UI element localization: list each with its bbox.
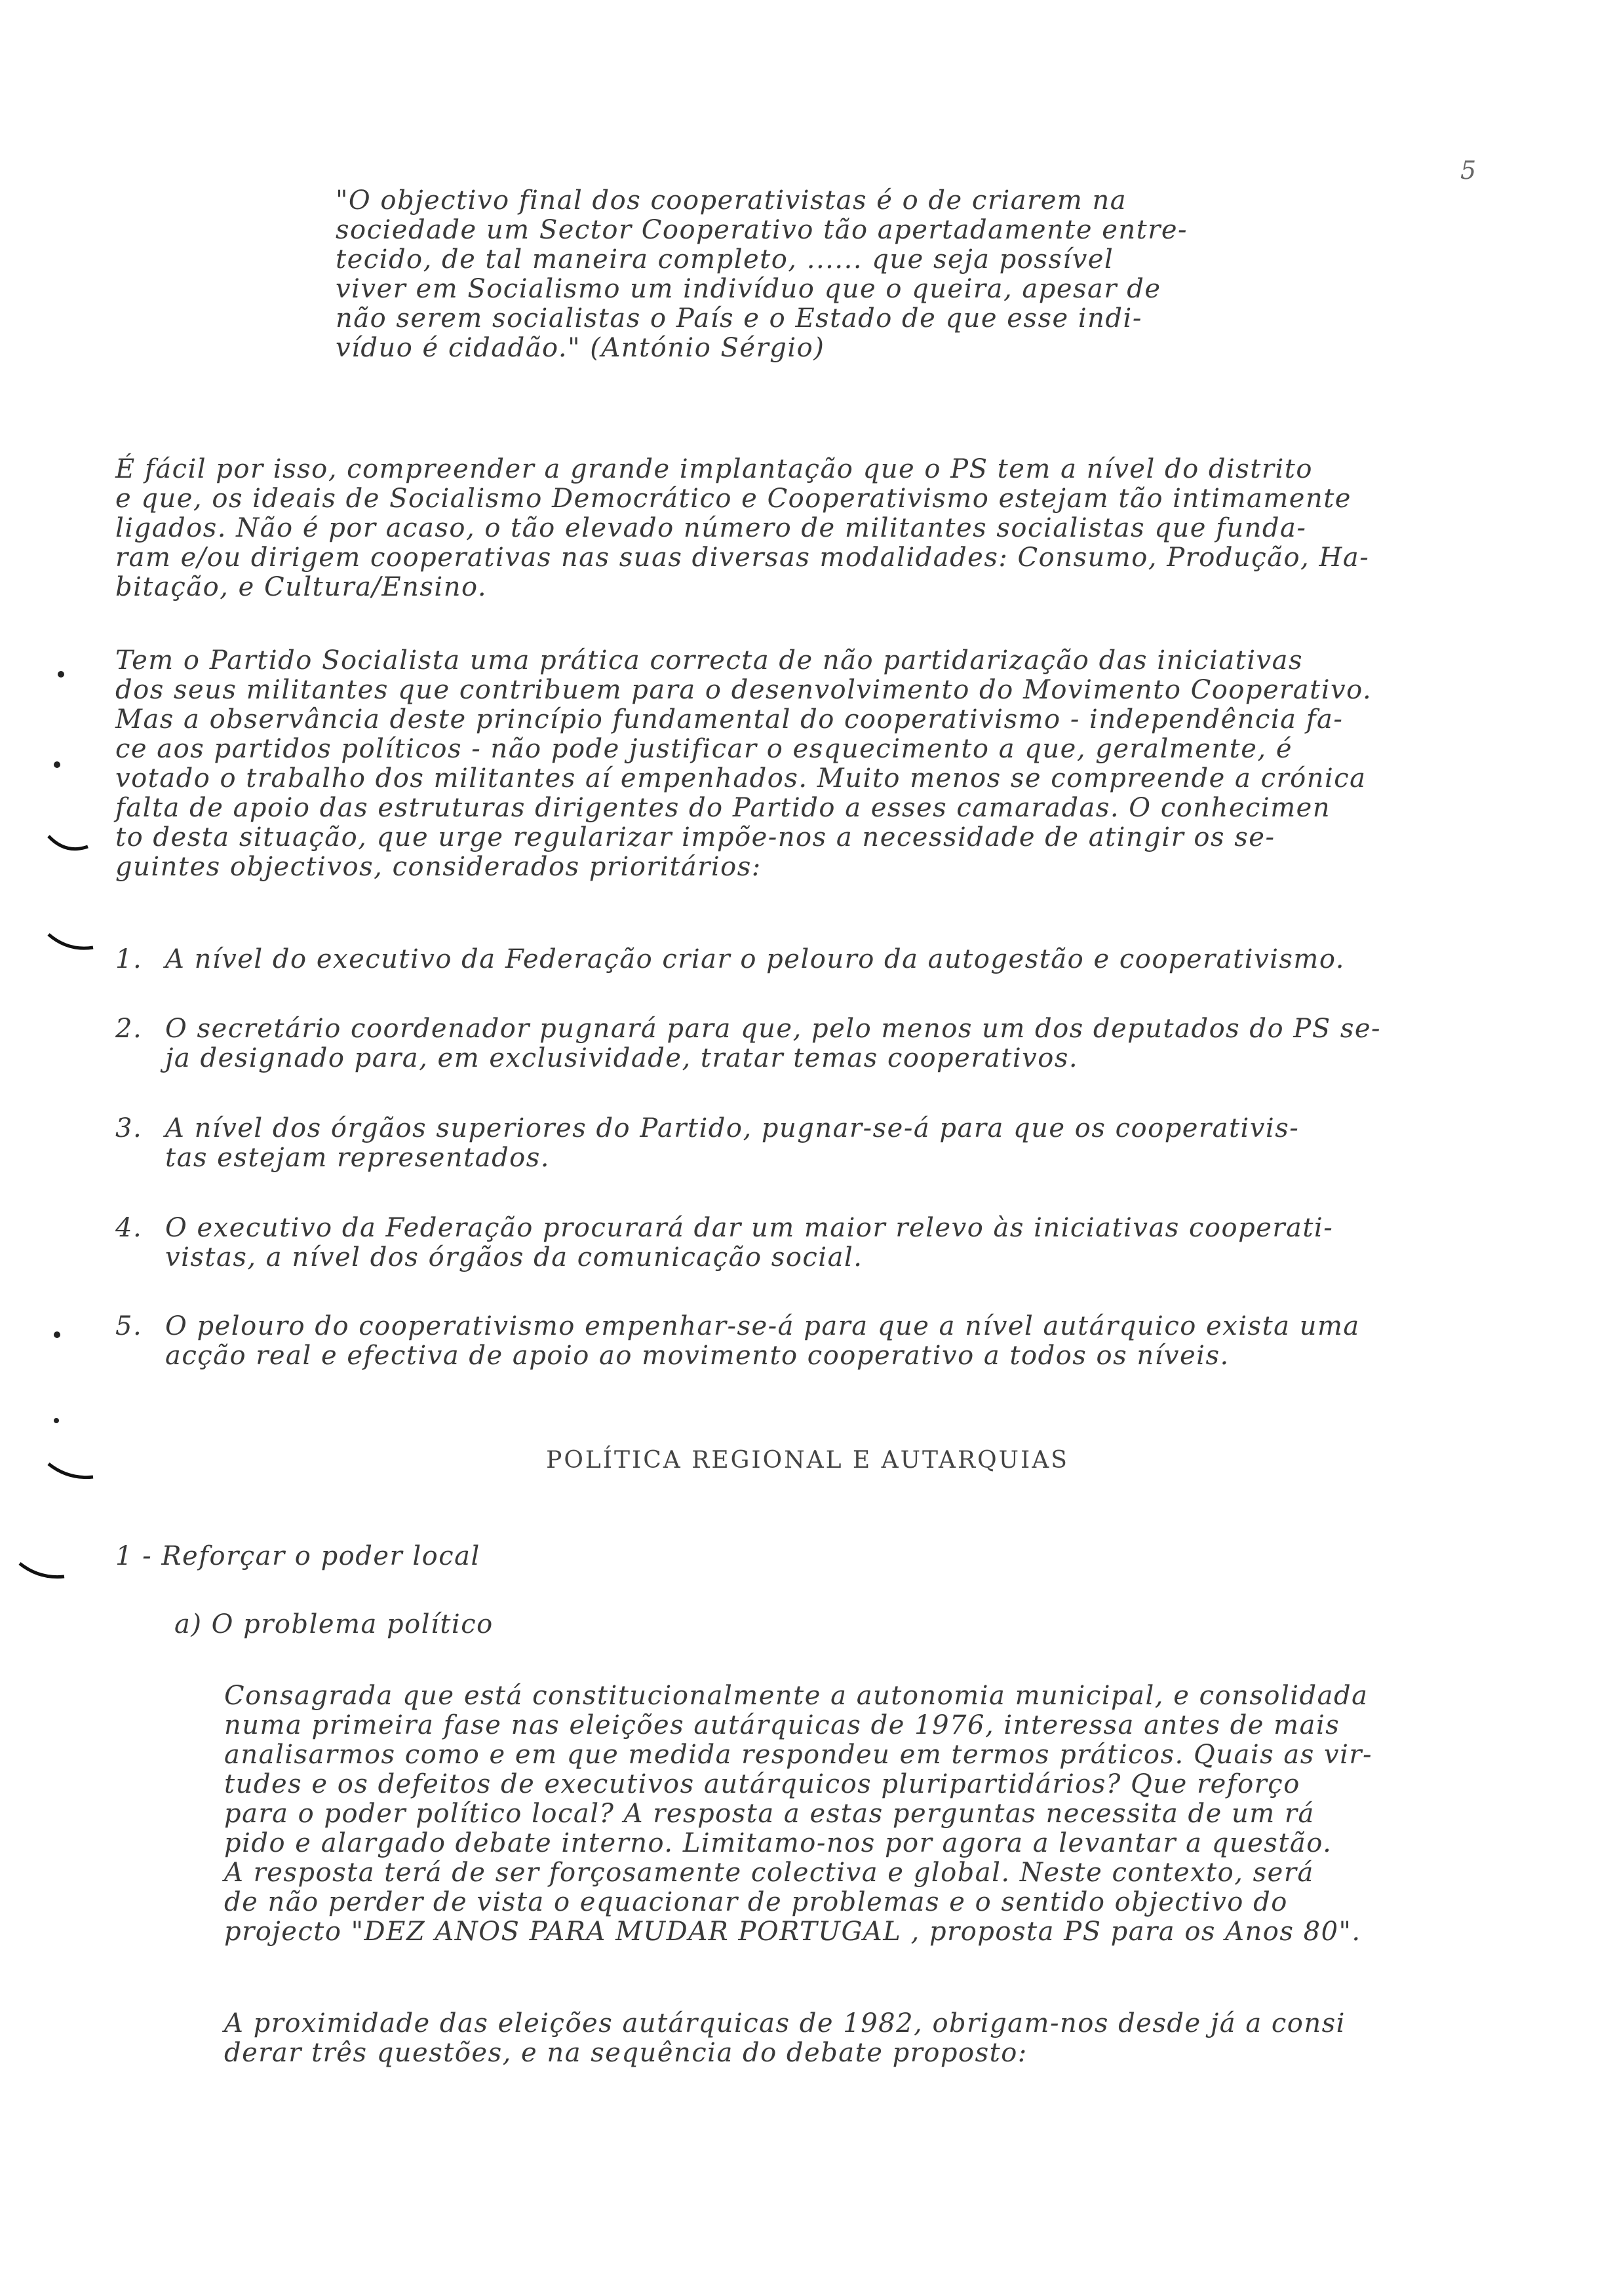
- paragraph-partido-socialista: Tem o Partido Socialista uma prática correcta de não partidarização das iniciativas dos seus militantes que contribuem para o desenvolvimento do Movimento Cooperativo. Mas a observância deste princípio fundamental do cooperativismo - independência fa- ce aos partidos políticos - não pode justificar o esquecimento a que, geralmente, é votado o trabalho dos militantes aí empenhados. Muito menos se compreende a crónica falta de apoio das estruturas dirigentes do Partido a esses camaradas. O conhecimen to desta situação, que urge regularizar impõe-nos a necessidade de atingir os se- guintes objectivos, considerados prioritários:: [115, 645, 1372, 882]
- objective-text: A nível dos órgãos superiores do Partido, pugnar-se-á para que os cooperativis- tas estejam representados.: [165, 1113, 1300, 1173]
- paragraph-eleicoes-1982: A proximidade das eleições autárquicas de 1982, obrigam-nos desde já a consi derar três questões, e na sequência do debate proposto:: [224, 2008, 1346, 2068]
- quote-antonio-sergio: "O objectivo final dos cooperativistas é o de criarem na sociedade um Sector Cooperativo tão apertadamente entre- tecido, de tal maneira completo, ...... que seja possível viver em Socialismo um indivíduo que o queira, apesar de não serem socialistas o País e o Estado de que esse indi- víduo é cidadão." (António Sérgio): [336, 185, 1188, 363]
- objective-number: 2.: [115, 1014, 143, 1044]
- objective-text: O pelouro do cooperativismo empenhar-se-á para que a nível autárquico exista uma acção real e efectiva de apoio ao movimento cooperativo a todos os níveis.: [165, 1311, 1360, 1371]
- margin-dot-mark: [56, 670, 66, 679]
- subheading-reforcar-poder-local: 1 - Reforçar o poder local: [115, 1541, 480, 1571]
- margin-tick-mark: [46, 832, 92, 858]
- objective-number: 5.: [115, 1311, 143, 1341]
- objective-number: 4.: [115, 1213, 143, 1243]
- margin-dot-mark: [52, 760, 62, 769]
- page-number: 5: [1460, 156, 1477, 185]
- section-heading: POLÍTICA REGIONAL E AUTARQUIAS: [546, 1447, 1069, 1474]
- margin-tick-mark: [46, 930, 98, 957]
- paragraph-implantacao: É fácil por isso, compreender a grande implantação que o PS tem a nível do distrito e que, os ideais de Socialismo Democrático e Cooperativismo estejam tão intimamente ligados. Não é por acaso, o tão elevado número de militantes socialistas que funda- ram e/ou dirigem cooperativas nas suas diversas modalidades: Consumo, Produção, Ha- bitação, e Cultura/Ensino.: [115, 454, 1370, 602]
- margin-dot-mark: [52, 1417, 60, 1425]
- objective-number: 1.: [115, 944, 143, 974]
- objective-text: O secretário coordenador pugnará para que, pelo menos um dos deputados do PS se- ja designado para, em exclusividade, tratar temas cooperativos.: [165, 1014, 1382, 1073]
- objective-text: O executivo da Federação procurará dar um maior relevo às iniciativas cooperati- vistas, a nível dos órgãos da comunicação social.: [165, 1213, 1334, 1272]
- margin-tick-mark: [46, 1459, 98, 1485]
- paragraph-autonomia-municipal: Consagrada que está constitucionalmente a autonomia municipal, e consolidada numa primeira fase nas eleições autárquicas de 1976, interessa antes de mais analisarmos como e em que medida respondeu em termos práticos. Quais as vir- tudes e os defeitos de executivos autárquicos pluripartidários? Que reforço para o poder político local? A resposta a estas perguntas necessita de um rá pido e alargado debate interno. Limitamo-nos por agora a levantar a questão. A resposta terá de ser forçosamente colectiva e global. Neste contexto, será de não perder de vista o equacionar de problemas e o sentido objectivo do projecto "DEZ ANOS PARA MUDAR PORTUGAL , proposta PS para os Anos 80".: [224, 1681, 1373, 1947]
- margin-tick-mark: [17, 1559, 69, 1586]
- margin-dot-mark: [52, 1330, 62, 1339]
- objective-text: A nível do executivo da Federação criar o pelouro da autogestão e cooperativismo.: [165, 944, 1345, 974]
- subheading-problema-politico: a) O problema político: [174, 1609, 494, 1639]
- objective-number: 3.: [115, 1113, 143, 1143]
